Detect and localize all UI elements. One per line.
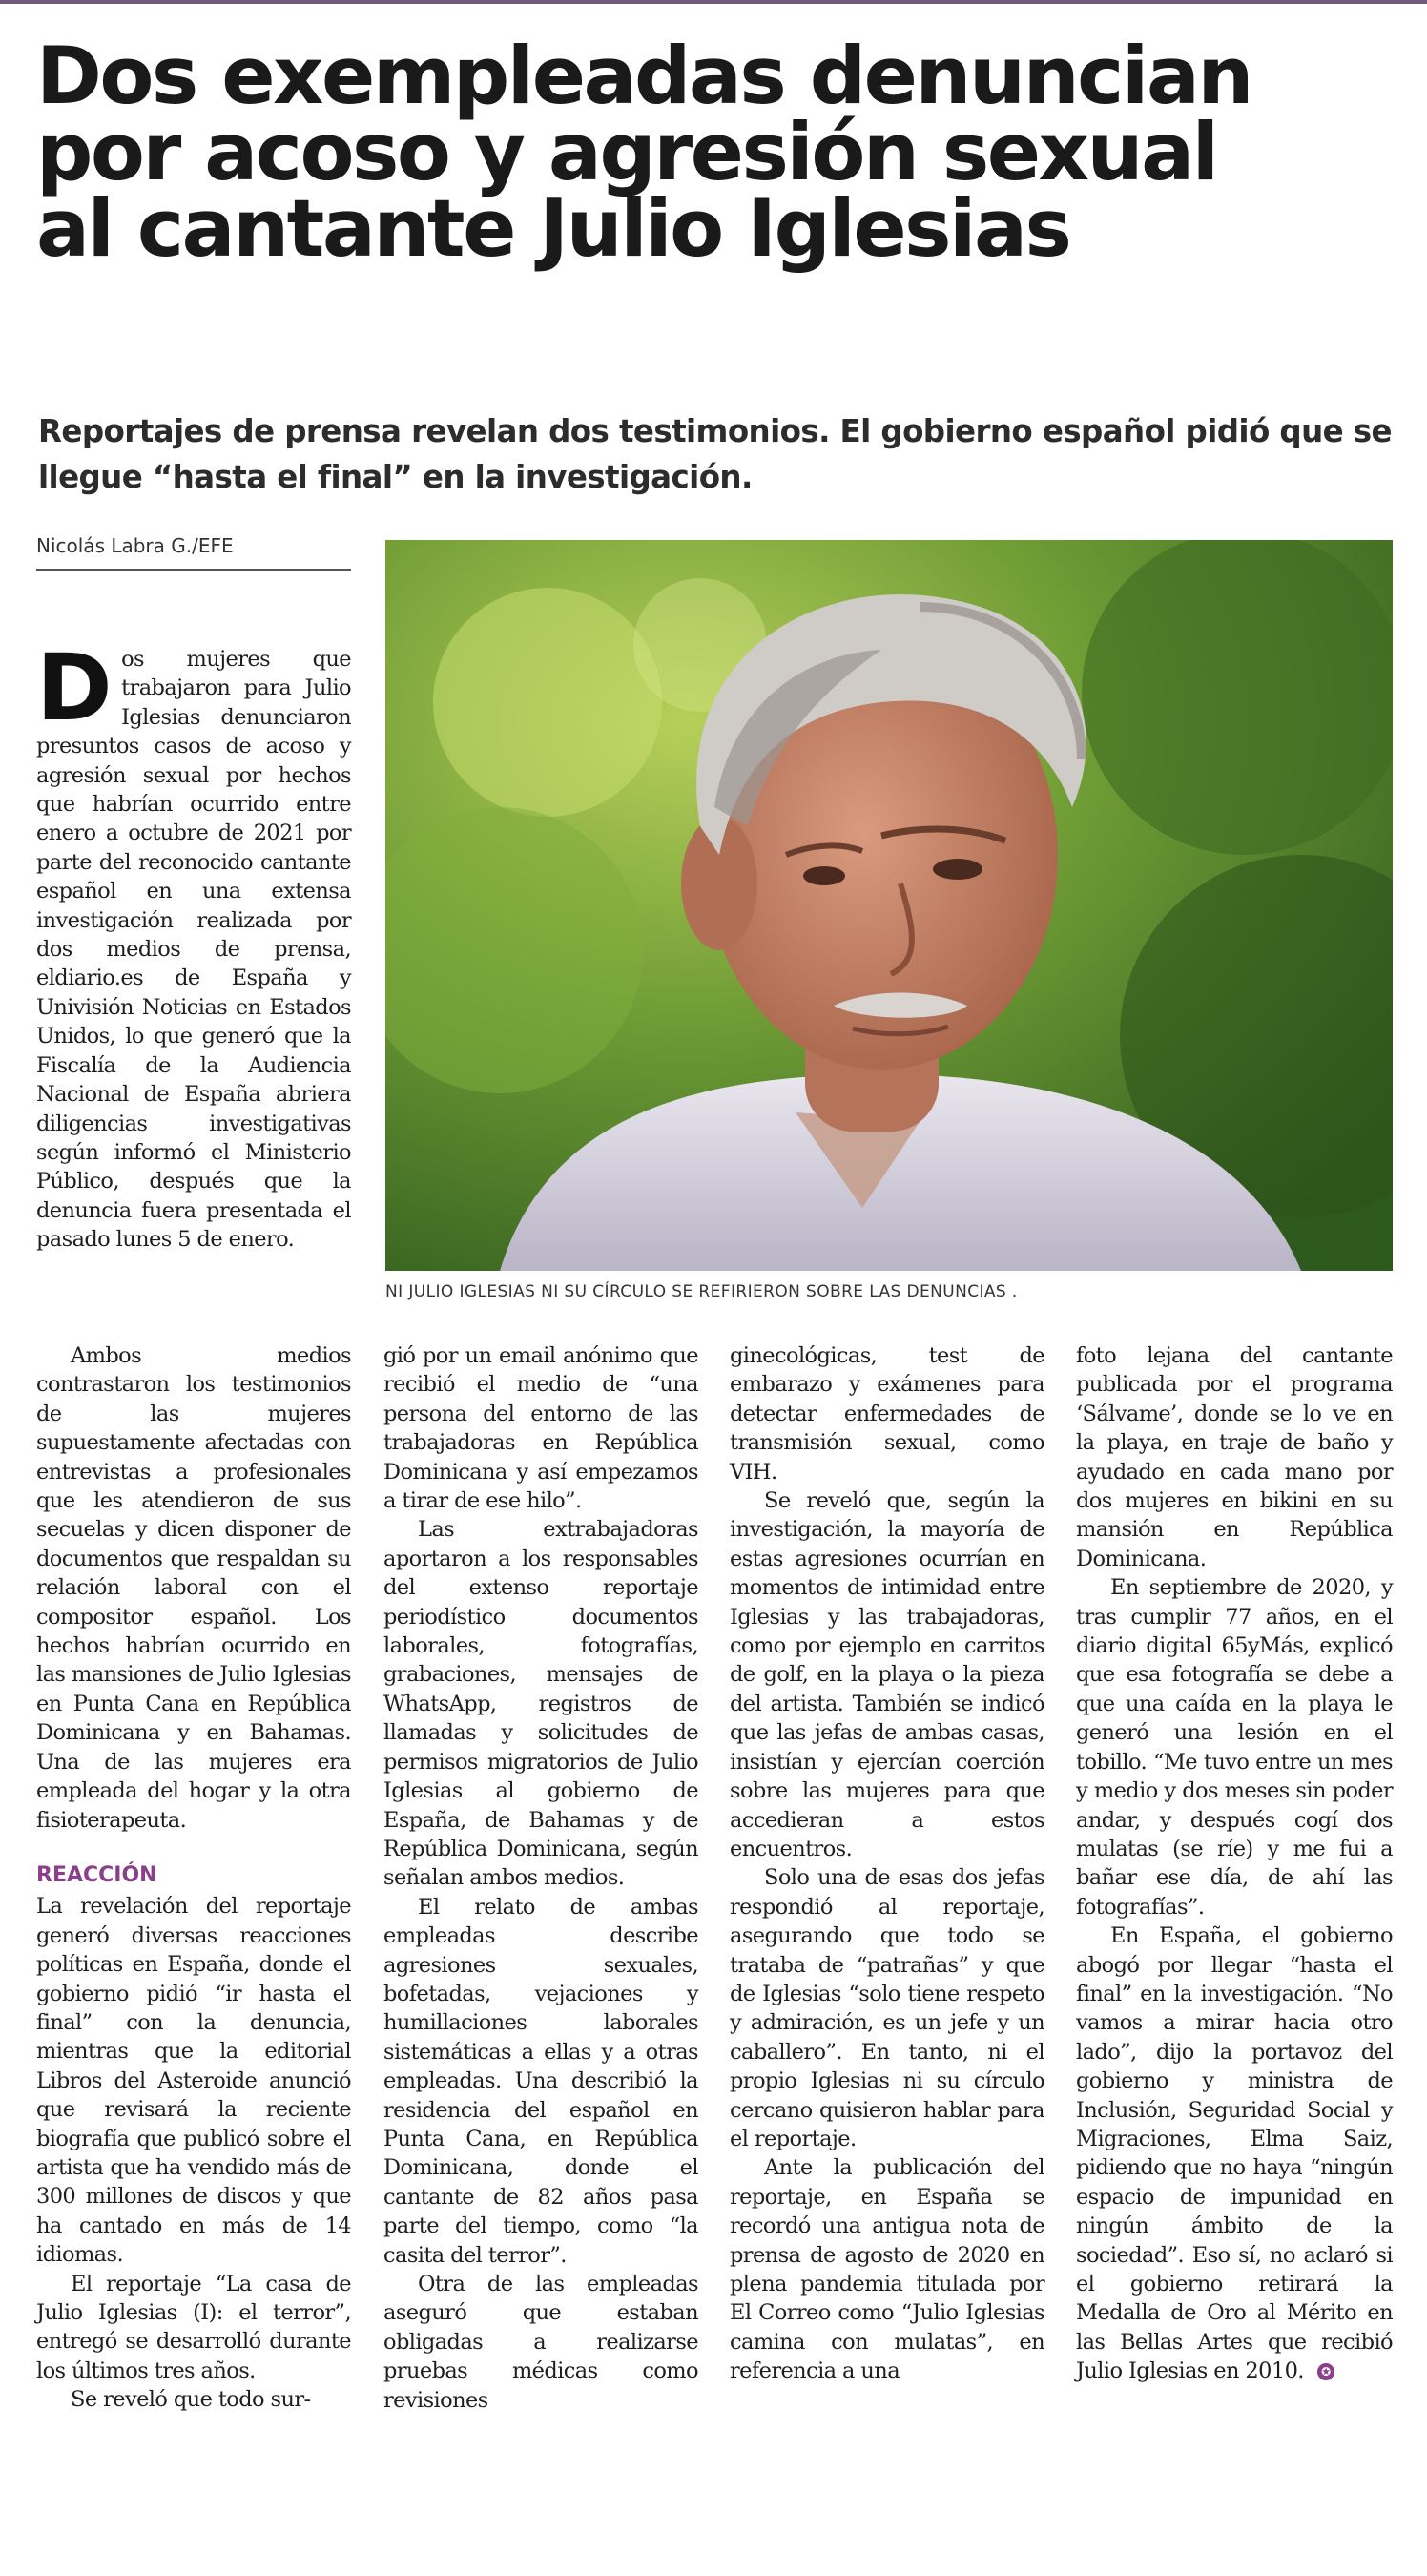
column-2-paragraph-2: Las extrabajadoras aportaron a los responsables del extenso reportaje periodístico documentos laborales, fotografías, grabaciones, mensajes de WhatsApp, registros de llamadas y solicitudes de permisos migratorios de Julio Iglesias al gobierno de España, de Bahamas y de República Dominicana, según señalan ambos medios. — [383, 1517, 698, 1891]
column-1-paragraph-3: El reportaje “La casa de Julio Iglesias (I): el terror”, entregó se desarrolló durante los últimos tres años. — [36, 2271, 351, 2383]
deck-subtitle — [38, 408, 1393, 500]
section-heading-reaccion: REACCIÓN — [36, 1862, 157, 1887]
headline-line-1: Dos exempleadas denuncian — [36, 30, 1251, 122]
article-photo — [385, 540, 1393, 1271]
column-2-paragraph-4: Otra de las empleadas aseguró que estaban obligadas a realizarse pruebas médicas como revisiones — [383, 2272, 698, 2413]
column-4-paragraph-3-text: En España, el gobierno abogó por llegar “hasta el final” en la investigación. “No vamos a mirar hacia otro lado”, dijo la portavoz del gobierno y ministra de Inclusión, Seguridad Social y Migraciones, Elma Saiz, pidiendo que no haya “ningún espacio de impunidad en ningún ámbito de la sociedad”. Eso sí, no aclaró si el gobierno retirará la Medalla de Oro al Mérito en las Bellas Artes que recibió Julio Iglesias en 2010. — [1076, 1923, 1393, 2384]
column-3-paragraph-3: Solo una de esas dos jefas respondió al reportaje, asegurando que todo se trataba de “patrañas” y que de Iglesias “solo tiene respeto y admiración, es un jefe y un caballero”. En tanto, ni el propio Iglesias ni su círculo cercano quisieron hablar para el reportaje. — [730, 1865, 1044, 2151]
portrait-illustration — [385, 540, 1393, 1271]
headline-line-3: al cantante Julio Iglesias — [36, 182, 1070, 275]
headline-line-2: por acoso y agresión sexual — [36, 106, 1217, 198]
deck-line-1: Reportajes de prensa revelan dos testimonios. El gobierno español pidió que se — [38, 413, 1392, 449]
column-4-paragraph-2: En septiembre de 2020, y tras cumplir 77 años, en el diario digital 65yMás, explicó que esa fotografía se debe a que una caída en la playa le generó una lesión en el tobillo. “Me tuvo entre un mes y medio y dos meses sin poder andar, y después cogí dos mulatas (se ríe) y me fui a bañar ese día, de ahí las fotografías”. — [1076, 1575, 1393, 1920]
column-1 — [36, 1341, 351, 2415]
column-4-paragraph-1: foto lejana del cantante publicada por el programa ‘Sálvame’, donde se lo ve en la playa, en traje de baño y ayudado en cada mano por dos mujeres en bikini en su mansión en República Dominicana. — [1076, 1343, 1393, 1571]
byline: Nicolás Labra G./EFE — [36, 534, 351, 571]
newspaper-end-icon: ✪ — [1317, 2363, 1334, 2380]
column-2-paragraph-3: El relato de ambas empleadas describe agresiones sexuales, bofetadas, vejaciones y humillaciones laborales sistemáticas a ellas y a otras empleadas. Una describió la residencia del español en Punta Cana, en República Dominicana, donde el cantante de 82 años pasa parte del tiempo, como “la casita del terror”. — [383, 1894, 698, 2268]
column-3-paragraph-4: Ante la publicación del reportaje, en España se recordó una antigua nota de prensa de agosto de 2020 en plena pandemia titulada por El Correo como “Julio Iglesias camina con mulatas”, en referencia a una — [730, 2155, 1044, 2384]
headline — [36, 30, 1400, 275]
lead-text — [36, 634, 351, 1255]
lead-paragraph — [36, 634, 351, 1255]
column-2 — [383, 1341, 698, 2415]
column-3-paragraph-2: Se reveló que, según la investigación, la mayoría de estas agresiones ocurrían en momentos de intimidad entre Iglesias y las trabajadoras, como por ejemplo en carritos de golf, en la playa o la pieza del artista. También se indicó que las jefas de ambas casas, insistían y ejercían coerción sobre las mujeres para que accedieran a estos encuentros. — [730, 1488, 1044, 1861]
column-4-paragraph-3 — [1076, 1922, 1393, 2386]
column-2-paragraph-1: gió por un email anónimo que recibió el medio de “una persona del entorno de las trabajadoras en República Dominicana y así empezamos a tirar de ese hilo”. — [383, 1343, 698, 1514]
column-3-paragraph-1: ginecológicas, test de embarazo y exámenes para detectar enfermedades de transmisión sexual, como VIH. — [730, 1343, 1044, 1485]
top-rule — [0, 0, 1427, 4]
photo-caption: NI JULIO IGLESIAS NI SU CÍRCULO SE REFIRIERON SOBRE LAS DENUNCIAS . — [385, 1282, 1018, 1301]
column-1-paragraph-2: La revelación del reportaje generó diversas reacciones políticas en España, donde el gobierno pidió “ir hasta el final” con la denuncia, mientras que la editorial Libros del Asteroide anunció que revisará la reciente biografía que publicó sobre el artista que ha vendido más de 300 millones de discos y que ha cantado en más de 14 idiomas. — [36, 1894, 351, 2268]
column-1-paragraph-1: Ambos medios contrastaron los testimonios de las mujeres supuestamente afectadas con entrevistas a profesionales que les atendieron de sus secuelas y dicen disponer de documentos que respaldan su relación laboral con el compositor español. Los hechos habrían ocurrido en las mansiones de Julio Iglesias en Punta Cana en República Dominicana y en Bahamas. Una de las mujeres era empleada del hogar y la otra fisioterapeuta. — [36, 1343, 351, 1833]
drop-cap: D — [36, 634, 113, 741]
column-4 — [1076, 1341, 1393, 2386]
column-1-paragraph-4: Se reveló que todo sur- — [71, 2387, 311, 2413]
lead-body: os mujeres que trabajaron para Julio Iglesias denunciaron presuntos casos de acoso y agresión sexual por hechos que habrían ocurrido entre enero a octubre de 2021 por parte del reconocido cantante español en una extensa investigación realizada por dos medios de prensa, eldiario.es de España y Univisión Noticias en Estados Unidos, lo que generó que la Fiscalía de la Audiencia Nacional de España abriera diligencias investigativas según informó el Ministerio Público, después que la denuncia fuera presentada el pasado lunes 5 de enero. — [36, 647, 351, 1253]
deck-line-2: llegue “hasta el final” en la investigación. — [38, 459, 753, 495]
column-3 — [730, 1341, 1044, 2386]
